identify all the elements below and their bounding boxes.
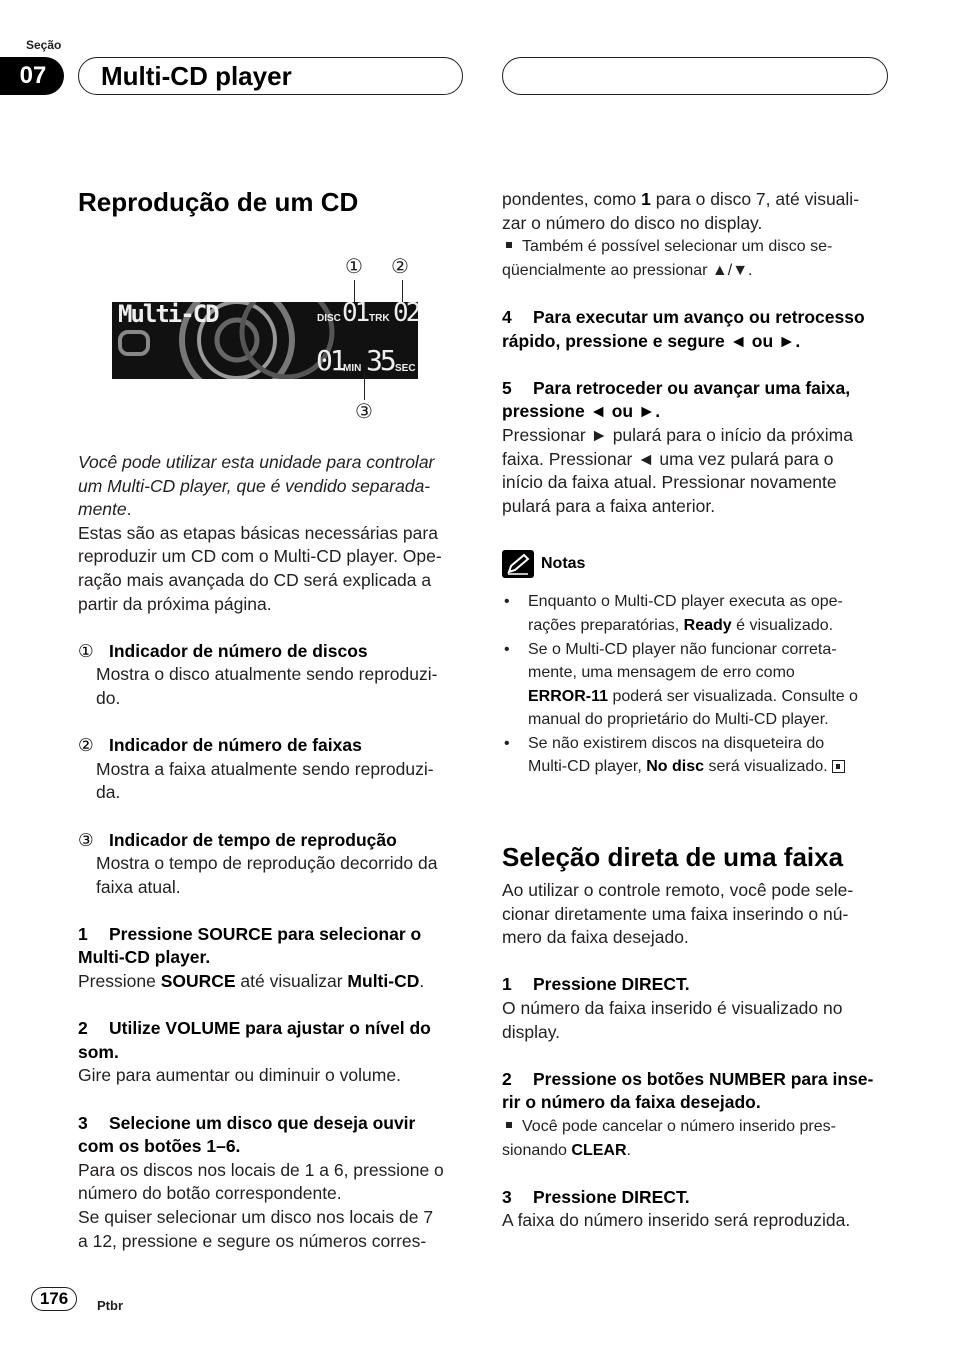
direct-step-3-num: 3: [502, 1186, 512, 1207]
intro-italic-1: Você pode utilizar esta unidade para controlar: [78, 452, 435, 472]
step-3-body-3: Se quiser selecionar um disco nos locais de 7: [78, 1207, 434, 1227]
intro-1: Estas são as etapas básicas necessárias para: [78, 522, 438, 543]
step-3-body-2: número do botão correspondente.: [78, 1183, 342, 1204]
note-3: [502, 732, 888, 779]
note-2-line-3: [528, 685, 888, 709]
note-2-l3b: poderá ser visualizada. Consulte o: [608, 687, 858, 705]
continued-2: zar o número do disco no display.: [502, 212, 763, 233]
indicator-1-body-2: do.: [96, 687, 121, 708]
header-empty-box: [502, 57, 888, 95]
leader-line-1: [354, 280, 355, 302]
lcd-sec-value: 35: [366, 344, 394, 377]
notes-header: [502, 548, 888, 580]
page-number: 176: [31, 1287, 77, 1311]
direct-intro-3: mero da faixa desejado.: [502, 927, 689, 948]
note-3-line-2: [528, 755, 888, 779]
direct-step-2-num: 2: [502, 1068, 512, 1089]
marker-3: ③: [355, 401, 373, 423]
direct-intro-2: cionar diretamente uma faixa inserindo o nú-: [502, 903, 849, 924]
step-2-num: 2: [78, 1018, 88, 1039]
note-1-line-1: • Enquanto o Multi-CD player executa as ope-: [528, 593, 843, 611]
step-1-line-1: [78, 923, 466, 947]
lcd-panel: [112, 302, 418, 379]
indicator-2-num: ②: [78, 735, 94, 756]
end-mark-icon: [832, 760, 845, 773]
lcd-disc-value: 01: [342, 302, 368, 328]
indicator-3-body-1: Mostra o tempo de reprodução decorrido da: [96, 853, 438, 874]
step-4-line-1: [502, 306, 888, 330]
note-2-line-4: manual do proprietário do Multi-CD player.: [528, 711, 829, 729]
note-3-l2a: Multi-CD player,: [528, 758, 647, 776]
note-1-l2c: é visualizado.: [731, 616, 834, 634]
step-2-title-1: Utilize VOLUME para ajustar o nível do: [109, 1018, 431, 1039]
continued-note-1: [502, 235, 888, 259]
note-1: [502, 590, 888, 637]
step-4-title-2: rápido, pressione e segure ◄ ou ►.: [502, 330, 801, 351]
intro-3: ração mais avançada do CD será explicada a: [78, 569, 432, 590]
step-4-title-1: Para executar um avanço ou retrocesso: [533, 306, 865, 327]
indicator-2-body-1: Mostra a faixa atualmente sendo reproduzi-: [96, 758, 434, 779]
lcd-min-label: MIN: [343, 363, 362, 374]
step-5-line-1: [502, 377, 888, 401]
note-1-ready: Ready: [683, 616, 732, 634]
square-bullet-icon: [506, 242, 512, 248]
step-2-body: Gire para aumentar ou diminuir o volume.: [78, 1065, 401, 1086]
step-4-num: 4: [502, 306, 512, 327]
step-1-body: Pressione SOURCE até visualizar Multi-CD.: [78, 971, 425, 992]
step-3-line-1: [78, 1112, 466, 1136]
intro-italic-3-line: mente.: [78, 499, 132, 520]
direct-step-1-num: 1: [502, 974, 512, 995]
direct-intro-1: Ao utilizar o controle remoto, você pode sele-: [502, 880, 854, 900]
marker-2: ②: [391, 256, 409, 278]
continued-1c: para o disco 7, até visuali-: [650, 189, 860, 209]
direct-step-2-title-1: Pressione os botões NUMBER para inse-: [533, 1068, 874, 1089]
direct-step-2-note-2: sionando CLEAR.: [502, 1141, 631, 1159]
continued-note-2: qüencialmente ao pressionar ▲/▼.: [502, 261, 753, 279]
indicator-2-title: Indicador de número de faixas: [109, 735, 362, 756]
direct-step-1: [502, 973, 888, 997]
right-section-2: [502, 841, 888, 1233]
lcd-min-value: 01: [316, 344, 344, 377]
note-2-error: ERROR-11: [528, 687, 609, 705]
indicator-3-title-line: [78, 829, 466, 853]
indicator-1-num: ①: [78, 640, 94, 661]
marker-1: ①: [345, 256, 363, 278]
indicator-1-title-line: [78, 640, 466, 664]
intro-4: partir da próxima página.: [78, 593, 272, 614]
note-3-nodisc: No disc: [646, 758, 705, 776]
indicator-3-title: Indicador de tempo de reprodução: [109, 829, 397, 850]
indicator-1-body-1: Mostra o disco atualmente sendo reproduzi-: [96, 664, 438, 685]
lcd-sec-label: SEC: [395, 363, 416, 374]
step-5-title-1: Para retroceder ou avançar uma faixa,: [533, 377, 851, 398]
lcd-multi-cd: Multi-CD: [118, 302, 218, 328]
step-3-title-2: com os botões 1–6.: [78, 1136, 241, 1157]
continued-note-1-text: Também é possível selecionar um disco se-: [522, 238, 833, 256]
direct-step-3: [502, 1186, 888, 1210]
display-illustration: [112, 254, 422, 424]
note-2: [502, 638, 888, 732]
section-title: Multi-CD player: [78, 57, 463, 95]
indicator-2-title-line: [78, 734, 466, 758]
pencil-note-icon: [502, 550, 534, 578]
square-bullet-icon: [506, 1122, 512, 1128]
notes-title: Notas: [541, 555, 586, 573]
step-2-line-1: [78, 1017, 466, 1041]
step-1-title-2: Multi-CD player.: [78, 947, 211, 968]
indicator-3-body-2: faixa atual.: [96, 876, 181, 897]
direct-step-2-clear: CLEAR: [571, 1141, 627, 1159]
direct-step-1-title: Pressione DIRECT.: [533, 974, 690, 995]
lcd-disc-label: DISC: [317, 313, 341, 324]
leader-line-2: [402, 280, 403, 302]
direct-step-1-body-1: O número da faixa inserido é visualizado no: [502, 997, 843, 1018]
step-5-body-1: Pressionar ► pulará para o início da próxima: [502, 424, 853, 445]
indicator-2-body-2: da.: [96, 782, 121, 803]
direct-step-2-note-2a: sionando: [502, 1141, 572, 1159]
left-body: [78, 451, 466, 1253]
direct-step-1-body-2: display.: [502, 1021, 561, 1042]
heading-direct-select: Seleção direta de uma faixa: [502, 842, 844, 872]
step-1-body-source: SOURCE: [160, 971, 236, 992]
step-5-num: 5: [502, 377, 512, 398]
lcd-trk-value: 02: [393, 302, 418, 328]
note-1-line-2: [528, 614, 888, 638]
note-3-l2c: será visualizado.: [704, 758, 828, 776]
indicator-1-title: Indicador de número de discos: [109, 640, 368, 661]
step-3-title-1: Selecione um disco que deseja ouvir: [109, 1112, 416, 1133]
direct-step-3-title: Pressione DIRECT.: [533, 1186, 690, 1207]
heading-playback: Reprodução de um CD: [78, 187, 359, 217]
step-3-body-1: Para os discos nos locais de 1 a 6, pressione o: [78, 1159, 444, 1180]
note-3-line-1: • Se não existirem discos na disqueteira do: [528, 734, 825, 752]
left-column: [78, 186, 466, 218]
note-2-line-2: mente, uma mensagem de erro como: [528, 664, 795, 682]
indicator-3-num: ③: [78, 829, 94, 850]
lcd-trk-label: TRK: [369, 313, 390, 324]
step-3-body-4: a 12, pressione e segure os números corres-: [78, 1230, 427, 1251]
direct-step-2-title-2: rir o número da faixa desejado.: [502, 1092, 761, 1113]
right-column: [502, 188, 888, 779]
section-number-badge: 07: [0, 57, 64, 95]
leader-line-3: [364, 374, 365, 400]
intro-2: reproduzir um CD com o Multi-CD player. Ope-: [78, 546, 442, 567]
step-1-num: 1: [78, 923, 88, 944]
intro-italic-2: um Multi-CD player, que é vendido separada-: [78, 475, 431, 496]
step-5-title-2: pressione ◄ ou ►.: [502, 401, 661, 422]
step-1-title-1: Pressione SOURCE para selecionar o: [109, 923, 422, 944]
direct-step-2-line-1: [502, 1068, 888, 1092]
direct-step-3-body: A faixa do número inserido será reproduzida.: [502, 1210, 851, 1231]
step-1-body-c: até visualizar: [235, 971, 348, 992]
step-3-num: 3: [78, 1112, 88, 1133]
direct-step-2-note-1: [502, 1115, 888, 1139]
direct-step-2-note-1-text: Você pode cancelar o número inserido pres-: [522, 1117, 836, 1135]
intro-italic-3: mente: [78, 499, 127, 520]
note-1-l2a: rações preparatórias,: [528, 616, 684, 634]
note-2-line-1: • Se o Multi-CD player não funcionar correta-: [528, 640, 837, 658]
step-5-body-4: pulará para a faixa anterior.: [502, 495, 716, 516]
step-5-body-3: início da faixa atual. Pressionar novamente: [502, 472, 837, 493]
step-1-body-multicd: Multi-CD: [347, 971, 420, 992]
step-5-body-2: faixa. Pressionar ◄ uma vez pulará para o: [502, 448, 834, 469]
continued-1a: pondentes, como: [502, 189, 642, 209]
continued-1: [502, 188, 888, 212]
language-code: Ptbr: [97, 1298, 123, 1313]
continued-1b: 1: [641, 189, 651, 209]
section-label: Seção: [26, 38, 62, 52]
step-1-body-a: Pressione: [78, 971, 161, 992]
step-2-title-2: som.: [78, 1041, 119, 1062]
